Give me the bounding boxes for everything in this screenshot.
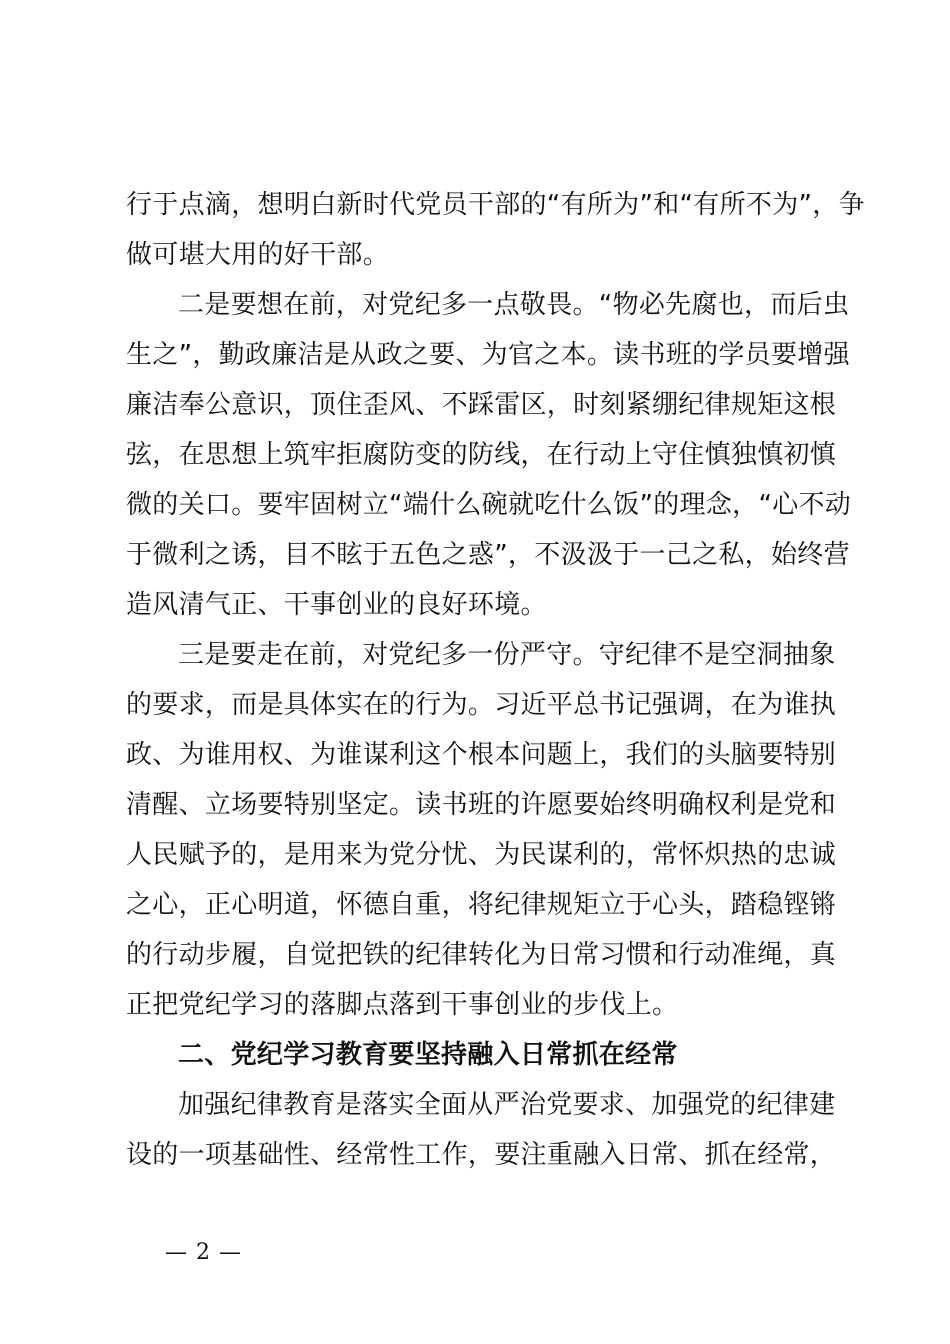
text-line: 人民赋予的，是用来为党分忧、为民谋利的，常怀炽热的忠诚 — [126, 840, 837, 870]
body-text — [126, 180, 865, 1180]
text-line: 行于点滴，想明白新时代党员干部的“有所为”和“有所不为”，争 — [126, 190, 865, 220]
text-line: 之心，正心明道，怀德自重，将纪律规矩立于心头，踏稳铿锵 — [126, 890, 837, 920]
text-line: 做可堪大用的好干部。 — [126, 240, 390, 270]
paragraph-start-line: 二是要想在前，对党纪多一点敬畏。“物必先腐也，而后虫 — [178, 290, 850, 320]
text-line: 生之”，勤政廉洁是从政之要、为官之本。读书班的学员要增强 — [126, 340, 850, 370]
paragraph-start-line: 加强纪律教育是落实全面从严治党要求、加强党的纪律建 — [178, 1090, 836, 1120]
text-line: 于微利之诱，目不眩于五色之惑”，不汲汲于一己之私，始终营 — [126, 540, 850, 570]
text-line: 设的一项基础性、经常性工作，要注重融入日常、抓在经常， — [126, 1140, 837, 1170]
text-line: 正把党纪学习的落脚点落到干事创业的步伐上。 — [126, 990, 679, 1020]
paragraph-start-line: 三是要走在前，对党纪多一份严守。守纪律不是空洞抽象 — [178, 640, 836, 670]
page-number: — 2 — — [165, 1240, 242, 1265]
text-line: 廉洁奉公意识，顶住歪风、不踩雷区，时刻紧绷纪律规矩这根 — [126, 390, 837, 420]
text-line: 造风清气正、干事创业的良好环境。 — [126, 590, 547, 620]
section-heading: 二、党纪学习教育要坚持融入日常抓在经常 — [178, 1040, 678, 1070]
text-line: 的行动步履，自觉把铁的纪律转化为日常习惯和行动准绳，真 — [126, 940, 837, 970]
text-line: 的要求，而是具体实在的行为。习近平总书记强调，在为谁执 — [126, 690, 837, 720]
text-line: 清醒、立场要特别坚定。读书班的许愿要始终明确权利是党和 — [126, 790, 837, 820]
text-line: 微的关口。要牢固树立“端什么碗就吃什么饭”的理念，“心不动 — [126, 490, 852, 520]
text-line: 弦，在思想上筑牢拒腐防变的防线，在行动上守住慎独慎初慎 — [126, 440, 837, 470]
text-line: 政、为谁用权、为谁谋利这个根本问题上，我们的头脑要特别 — [126, 740, 837, 770]
